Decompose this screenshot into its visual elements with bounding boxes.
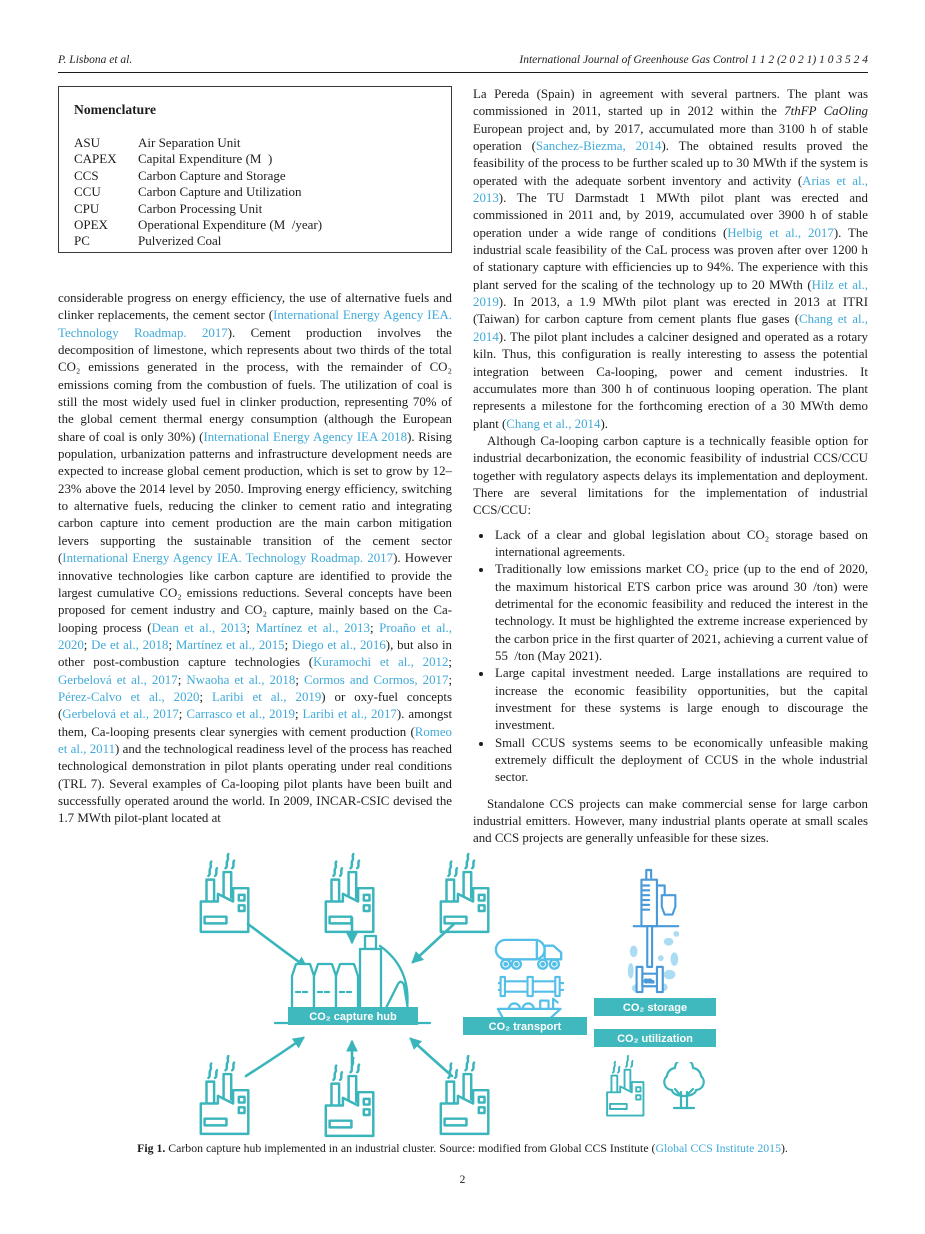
carbon-capture-hub-diagram <box>182 846 925 1138</box>
text-segment: ), but also in other post-combustion capture technologies ( <box>58 637 452 670</box>
abbreviation: PC <box>74 233 90 249</box>
definition: Capital Expenditure (M ) <box>138 151 273 167</box>
definition: Carbon Capture and Storage <box>138 167 286 183</box>
abbreviation: OPEX <box>74 217 108 233</box>
abbreviation: CAPEX <box>74 151 117 167</box>
factory-icon <box>441 854 489 932</box>
citation-link[interactable]: Laribi et al., 2017 <box>302 707 397 722</box>
citation-link[interactable]: Sanchez-Biezma, 2014 <box>535 139 662 154</box>
text-segment: ) or oxy-fuel concepts ( <box>58 689 452 722</box>
factory-icon <box>441 1056 489 1134</box>
arrow <box>248 924 306 967</box>
storage-label: CO₂ storage <box>622 1002 688 1014</box>
text-segment: European project and, by 2017, accumulated more than 3100 h of stable operation ( <box>473 121 868 154</box>
text-segment: ). Rising population, urbanization patterns and infrastructure development needs are expected to increase global cement production, which is set to grow by 12–23% above the 2014 level by 2050. Improving energy efficiency, switching to alternative fuels, reducing the clinker to cement ratio and integrating carbon capture into cement production are the main carbon mitigation levers supporting the sustainable transition of the cement sector ( <box>58 429 452 566</box>
text-segment: ; <box>295 672 304 687</box>
text-segment: ; <box>83 637 92 652</box>
page-number: 2 <box>459 1174 466 1186</box>
text-segment: ). The TU Darmstadt 1 MWth pilot plant was erected and commissioned in 2011 and, by 2019, accumulated over 3900 h of stable operation under a wide range of conditions ( <box>473 191 868 240</box>
text-segment: Small CCUS systems seems to be economically unfeasible making extremely difficult the deployment of CCUS in the whole industrial sector. <box>495 735 868 785</box>
text-segment: ). The obtained results proved the feasibility of the process to be further scaled up to 30 MWth if the system is operated with the adequate sorbent inventory and activity ( <box>473 139 868 188</box>
citation-link[interactable]: Laribi et al., 2019 <box>212 689 322 704</box>
citation-link[interactable]: Chang et al., 2014 <box>506 416 601 431</box>
definition: Air Separation Unit <box>138 135 241 150</box>
text-segment: ; <box>369 620 380 635</box>
left-column <box>58 290 452 828</box>
nomenclature-entry <box>74 201 437 217</box>
text-segment: ). However innovative technologies like carbon capture are identified to provide the largest cumulative CO₂ emissions reductions. Several concepts have been proposed for cement industry and CO₂ capture, mainly based on the Ca-looping process ( <box>58 551 453 635</box>
text-segment: Carbon capture hub implemented in an industrial cluster. Source: modified from Global CCS Institute ( <box>165 1141 656 1155</box>
citation-link[interactable]: Gerbelová et al., 2017 <box>58 672 178 687</box>
nomenclature-box <box>58 86 452 253</box>
header-journal: International Journal of Greenhouse Gas Control 1 1 2 (2 0 2 1) 1 0 3 5 2 4 <box>519 54 868 66</box>
bullet-item <box>493 527 868 562</box>
transport-label: CO₂ transport <box>488 1021 562 1033</box>
factory-icon <box>201 854 249 932</box>
citation-link[interactable]: Martínez et al., 2015 <box>175 637 285 652</box>
text-segment: ). amongst them, Ca-looping presents clear synergies with cement production ( <box>58 707 453 739</box>
citation-link[interactable]: International Energy Agency IEA 2018 <box>203 429 408 444</box>
bullet-item <box>493 561 868 665</box>
text-segment: Traditionally low emissions market CO₂ price (up to the end of 2020, the maximum historical ETS carbon price was around 30 /ton) were detrimental for the economic feasibility and reduced the interest in the technology. It must be highlighted the extreme increase experienced by the carbon price in the first quarter of 2021, achieving a current value of 55 /ton (May 2021). <box>495 562 868 663</box>
definition: Carbon Capture and Utilization <box>138 184 302 200</box>
limitations-list <box>473 527 868 787</box>
tanker-truck-icon <box>496 940 561 969</box>
pipeline-icon <box>498 977 564 996</box>
tree-icon <box>664 1059 703 1108</box>
citation-link[interactable]: Kuramochi et al., 2012 <box>313 655 449 670</box>
nomenclature-entry <box>74 135 437 151</box>
paragraph <box>58 290 452 828</box>
text-segment: Lack of a clear and global legislation about CO₂ storage based on international agreements. <box>495 527 868 559</box>
text-segment: ; <box>199 689 213 704</box>
arrow <box>246 1038 303 1076</box>
citation-link[interactable]: Romeo et al., 2011 <box>58 724 452 756</box>
text-segment: ). <box>600 416 608 431</box>
nomenclature-entry <box>74 217 437 233</box>
hub-label: CO₂ capture hub <box>309 1011 397 1023</box>
factory-icon <box>326 1058 374 1136</box>
citation-link[interactable]: Diego et al., 2016 <box>292 637 386 652</box>
text-segment: ; <box>294 707 303 722</box>
nomenclature-entries <box>74 135 437 250</box>
arrow <box>413 924 454 962</box>
nomenclature-entry <box>74 184 437 200</box>
citation-link[interactable]: Cormos and Cormos, 2017 <box>303 672 449 687</box>
text-segment: ). <box>780 1141 788 1155</box>
text-segment: ; <box>284 637 293 652</box>
text-segment: ) and the technological readiness level of the process has reached technological demonstration in pilot plants operating under real conditions (TRL 7). Several examples of Ca-looping pilot plants have been built and successfully operated around the world. In 2009, INCAR-CSIC devised the 1.7 MWth pilot-plant located at <box>58 741 452 826</box>
citation-link[interactable]: Proaño et al., 2020 <box>58 620 452 652</box>
citation-link[interactable]: Martínez et al., 2013 <box>255 620 370 635</box>
abbreviation: CCU <box>74 184 101 200</box>
paragraph <box>473 86 868 433</box>
citation-link[interactable]: Gerbelová et al., 2017 <box>62 707 179 722</box>
citation-link[interactable]: Pérez-Calvo et al., 2020 <box>58 689 200 704</box>
citation-link[interactable]: Carrasco et al., 2019 <box>186 707 295 722</box>
factory-icon <box>201 1056 249 1134</box>
text-segment: ). The pilot plant includes a calciner designed and operated as a rotary kiln. Thus, this configuration is really interesting to assess the potential integration between Ca-looping, power and cement industries. It accumulates more than 300 h of continuous looping operation. The plant represents a milestone for the forthcoming erection of a 30 MWth demo plant ( <box>473 329 868 431</box>
bullet-item <box>493 735 868 787</box>
right-column <box>473 86 868 848</box>
text-segment: ). The industrial scale feasibility of the CaL process was proven after over 1200 h of stationary capture with efficiencies up to 94%. The experience with this plant served for the scaling of the technology up to 20 MWth ( <box>473 225 869 292</box>
citation-link[interactable]: Helbig et al., 2017 <box>727 225 834 240</box>
text-segment: Although Ca-looping carbon capture is a technically feasible option for industrial decarbonization, the economic feasibility of industrial CCS/CCU together with regulatory aspects delays its implementation and deployment. There are several limitations for the implementation of industrial CCS/CCU: <box>473 433 868 518</box>
citation-link[interactable]: De et al., 2018 <box>91 637 169 652</box>
factory-icon <box>607 1056 643 1116</box>
citation-link[interactable]: International Energy Agency IEA. Technology Roadmap. 2017 <box>58 308 452 340</box>
nomenclature-title: Nomenclature <box>74 102 157 117</box>
nomenclature-entry <box>74 151 437 167</box>
citation-link[interactable]: Dean et al., 2013 <box>151 620 247 635</box>
header-author: P. Lisbona et al. <box>58 54 133 66</box>
injection-well-icon <box>628 870 679 992</box>
citation-link[interactable]: Global CCS Institute 2015 <box>655 1141 781 1155</box>
figure-1 <box>182 846 925 1138</box>
header-rule <box>58 72 868 73</box>
definition: Carbon Processing Unit <box>138 200 263 216</box>
citation-link[interactable]: Chang et al., 2014 <box>473 312 868 344</box>
text-segment: ). In 2013, a 1.9 MWth pilot plant was erected in 2013 at ITRI (Taiwan) for carbon capture from cement plants flue gases ( <box>473 295 868 327</box>
nomenclature-entry <box>74 233 437 249</box>
text-segment: ). Cement production involves the decomposition of limestone, which represents about two thirds of the total CO₂ emissions generated in the process, with the remainder of CO₂ emissions coming from the combustion of fuels. The utilization of coal is still the most widely used fuel in clinker production, representing 70% of the global cement thermal energy consumption (although the European share of coal is only 30%) ( <box>58 325 453 444</box>
paragraph <box>473 796 868 848</box>
abbreviation: CPU <box>74 200 100 216</box>
nomenclature-entry <box>74 168 437 184</box>
bullet-item <box>493 665 868 734</box>
abbreviation: ASU <box>74 135 101 150</box>
citation-link[interactable]: Nwaoha et al., 2018 <box>186 672 296 687</box>
text-segment: ; <box>178 707 187 722</box>
figure-caption <box>0 1141 925 1156</box>
text-segment: 7thFP CaOling <box>784 104 868 119</box>
text-segment: Large capital investment needed. Large installations are required to increase the economic feasibility opportunities, but the capital investment for these systems is large enough to discourage the investment. <box>495 666 868 733</box>
text-segment: La Pereda (Spain) in agreement with several partners. The plant was commissioned in 2011, started up in 2012 within the <box>473 87 868 119</box>
citation-link[interactable]: International Energy Agency IEA. Technology Roadmap. 2017 <box>62 551 394 566</box>
text-segment: considerable progress on energy efficiency, the use of alternative fuels and clinker replacements, the cement sector ( <box>58 291 452 323</box>
paragraph <box>473 433 868 520</box>
text-segment: ; <box>246 620 256 635</box>
arrow <box>411 1039 452 1076</box>
abbreviation: CCS <box>74 167 99 183</box>
text-segment: Fig 1. <box>137 1141 166 1155</box>
page-header <box>58 54 868 66</box>
text-segment: Standalone CCS projects can make commercial sense for large carbon industrial emitters. However, many industrial plants operate at small scales and CCS projects are generally unfeasible for these sizes. <box>473 796 868 846</box>
citation-link[interactable]: Hilz et al., 2019 <box>473 277 868 310</box>
factory-icon <box>326 854 374 932</box>
citation-link[interactable]: Arias et al., 2013 <box>473 173 868 206</box>
utilization-label: CO₂ utilization <box>617 1033 693 1045</box>
text-segment: ; <box>168 637 176 652</box>
definition: Pulverized Coal <box>138 233 222 249</box>
definition: Operational Expenditure (M /year) <box>138 217 323 233</box>
text-segment: ; <box>448 672 453 687</box>
text-segment: ; <box>177 672 187 687</box>
text-segment: ; <box>448 655 453 670</box>
